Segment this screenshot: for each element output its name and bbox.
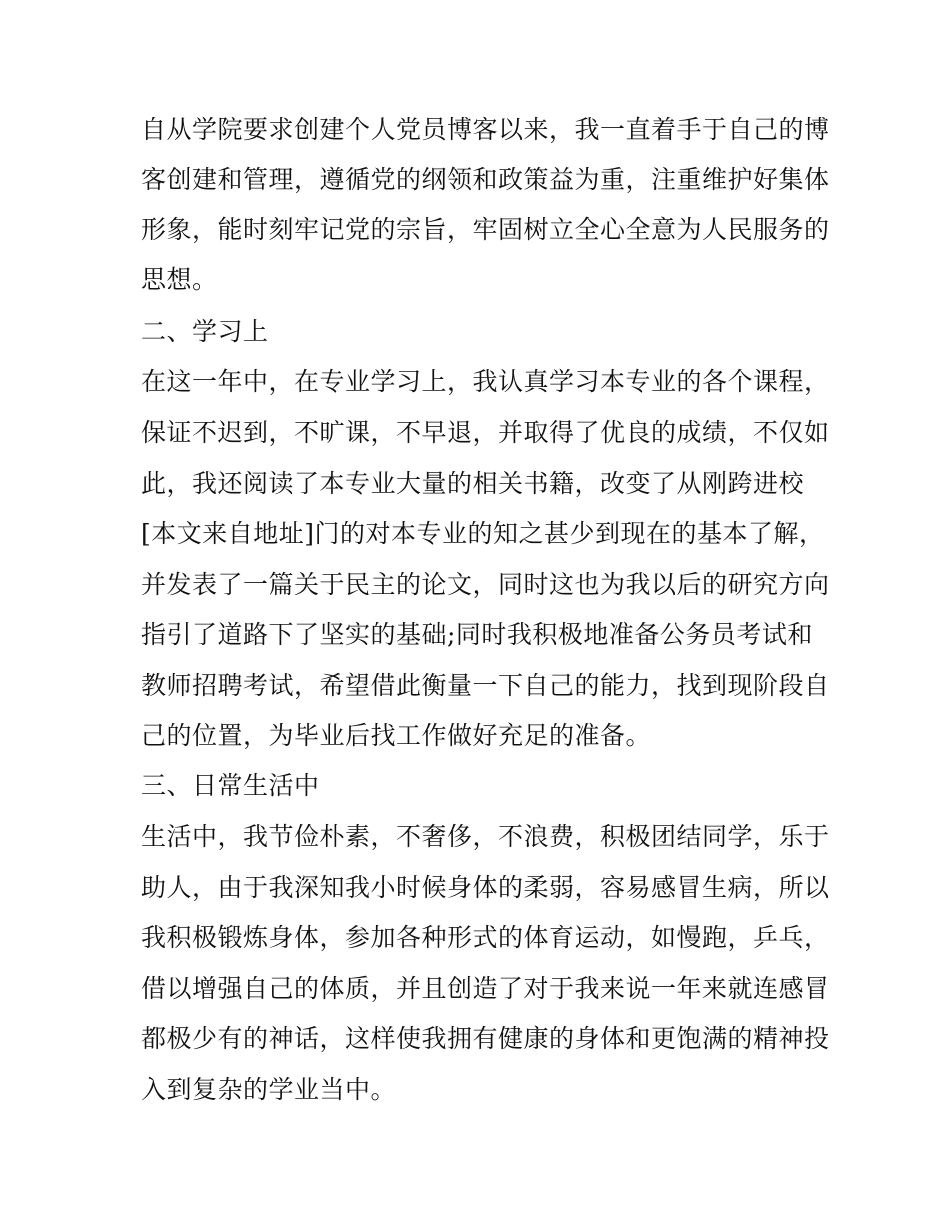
section-heading: 二、学习上 [141, 317, 269, 346]
text-line: 都极少有的神话，这样使我拥有健康的身体和更饱满的精神投 [141, 1024, 830, 1053]
text-line: 己的位置，为毕业后找工作做好充足的准备。 [141, 721, 652, 750]
text-line: [本文来自地址]门的对本专业的知之甚少到现在的基本了解， [141, 519, 825, 548]
text-line: 客创建和管理，遵循党的纲领和政策益为重，注重维护好集体 [141, 165, 830, 194]
text-line: 并发表了一篇关于民主的论文，同时这也为我以后的研究方向 [141, 570, 830, 599]
text-line: 思想。 [141, 265, 218, 294]
text-line: 我积极锻炼身体，参加各种形式的体育运动，如慢跑，乒乓， [141, 923, 830, 952]
text-line: 入到复杂的学业当中。 [141, 1075, 397, 1104]
text-line: 借以增强自己的体质，并且创造了对于我来说一年来就连感冒 [141, 974, 830, 1003]
text-line: 此，我还阅读了本专业大量的相关书籍，改变了从刚跨进校 [141, 469, 805, 498]
text-line: 教师招聘考试，希望借此衡量一下自己的能力，找到现阶段自 [141, 671, 830, 700]
text-line: 在这一年中，在专业学习上，我认真学习本专业的各个课程， [141, 367, 830, 396]
section-heading: 三、日常生活中 [141, 771, 320, 800]
text-line: 指引了道路下了坚实的基础;同时我积极地准备公务员考试和 [141, 620, 813, 649]
text-line: 形象，能时刻牢记党的宗旨，牢固树立全心全意为人民服务的 [141, 215, 830, 244]
text-line: 自从学院要求创建个人党员博客以来，我一直着手于自己的博 [141, 115, 830, 144]
text-line: 生活中，我节俭朴素，不奢侈，不浪费，积极团结同学，乐于 [141, 822, 830, 851]
text-line: 保证不迟到，不旷课，不早退，并取得了优良的成绩，不仅如 [141, 418, 830, 447]
text-line: 助人，由于我深知我小时候身体的柔弱，容易感冒生病，所以 [141, 873, 830, 902]
